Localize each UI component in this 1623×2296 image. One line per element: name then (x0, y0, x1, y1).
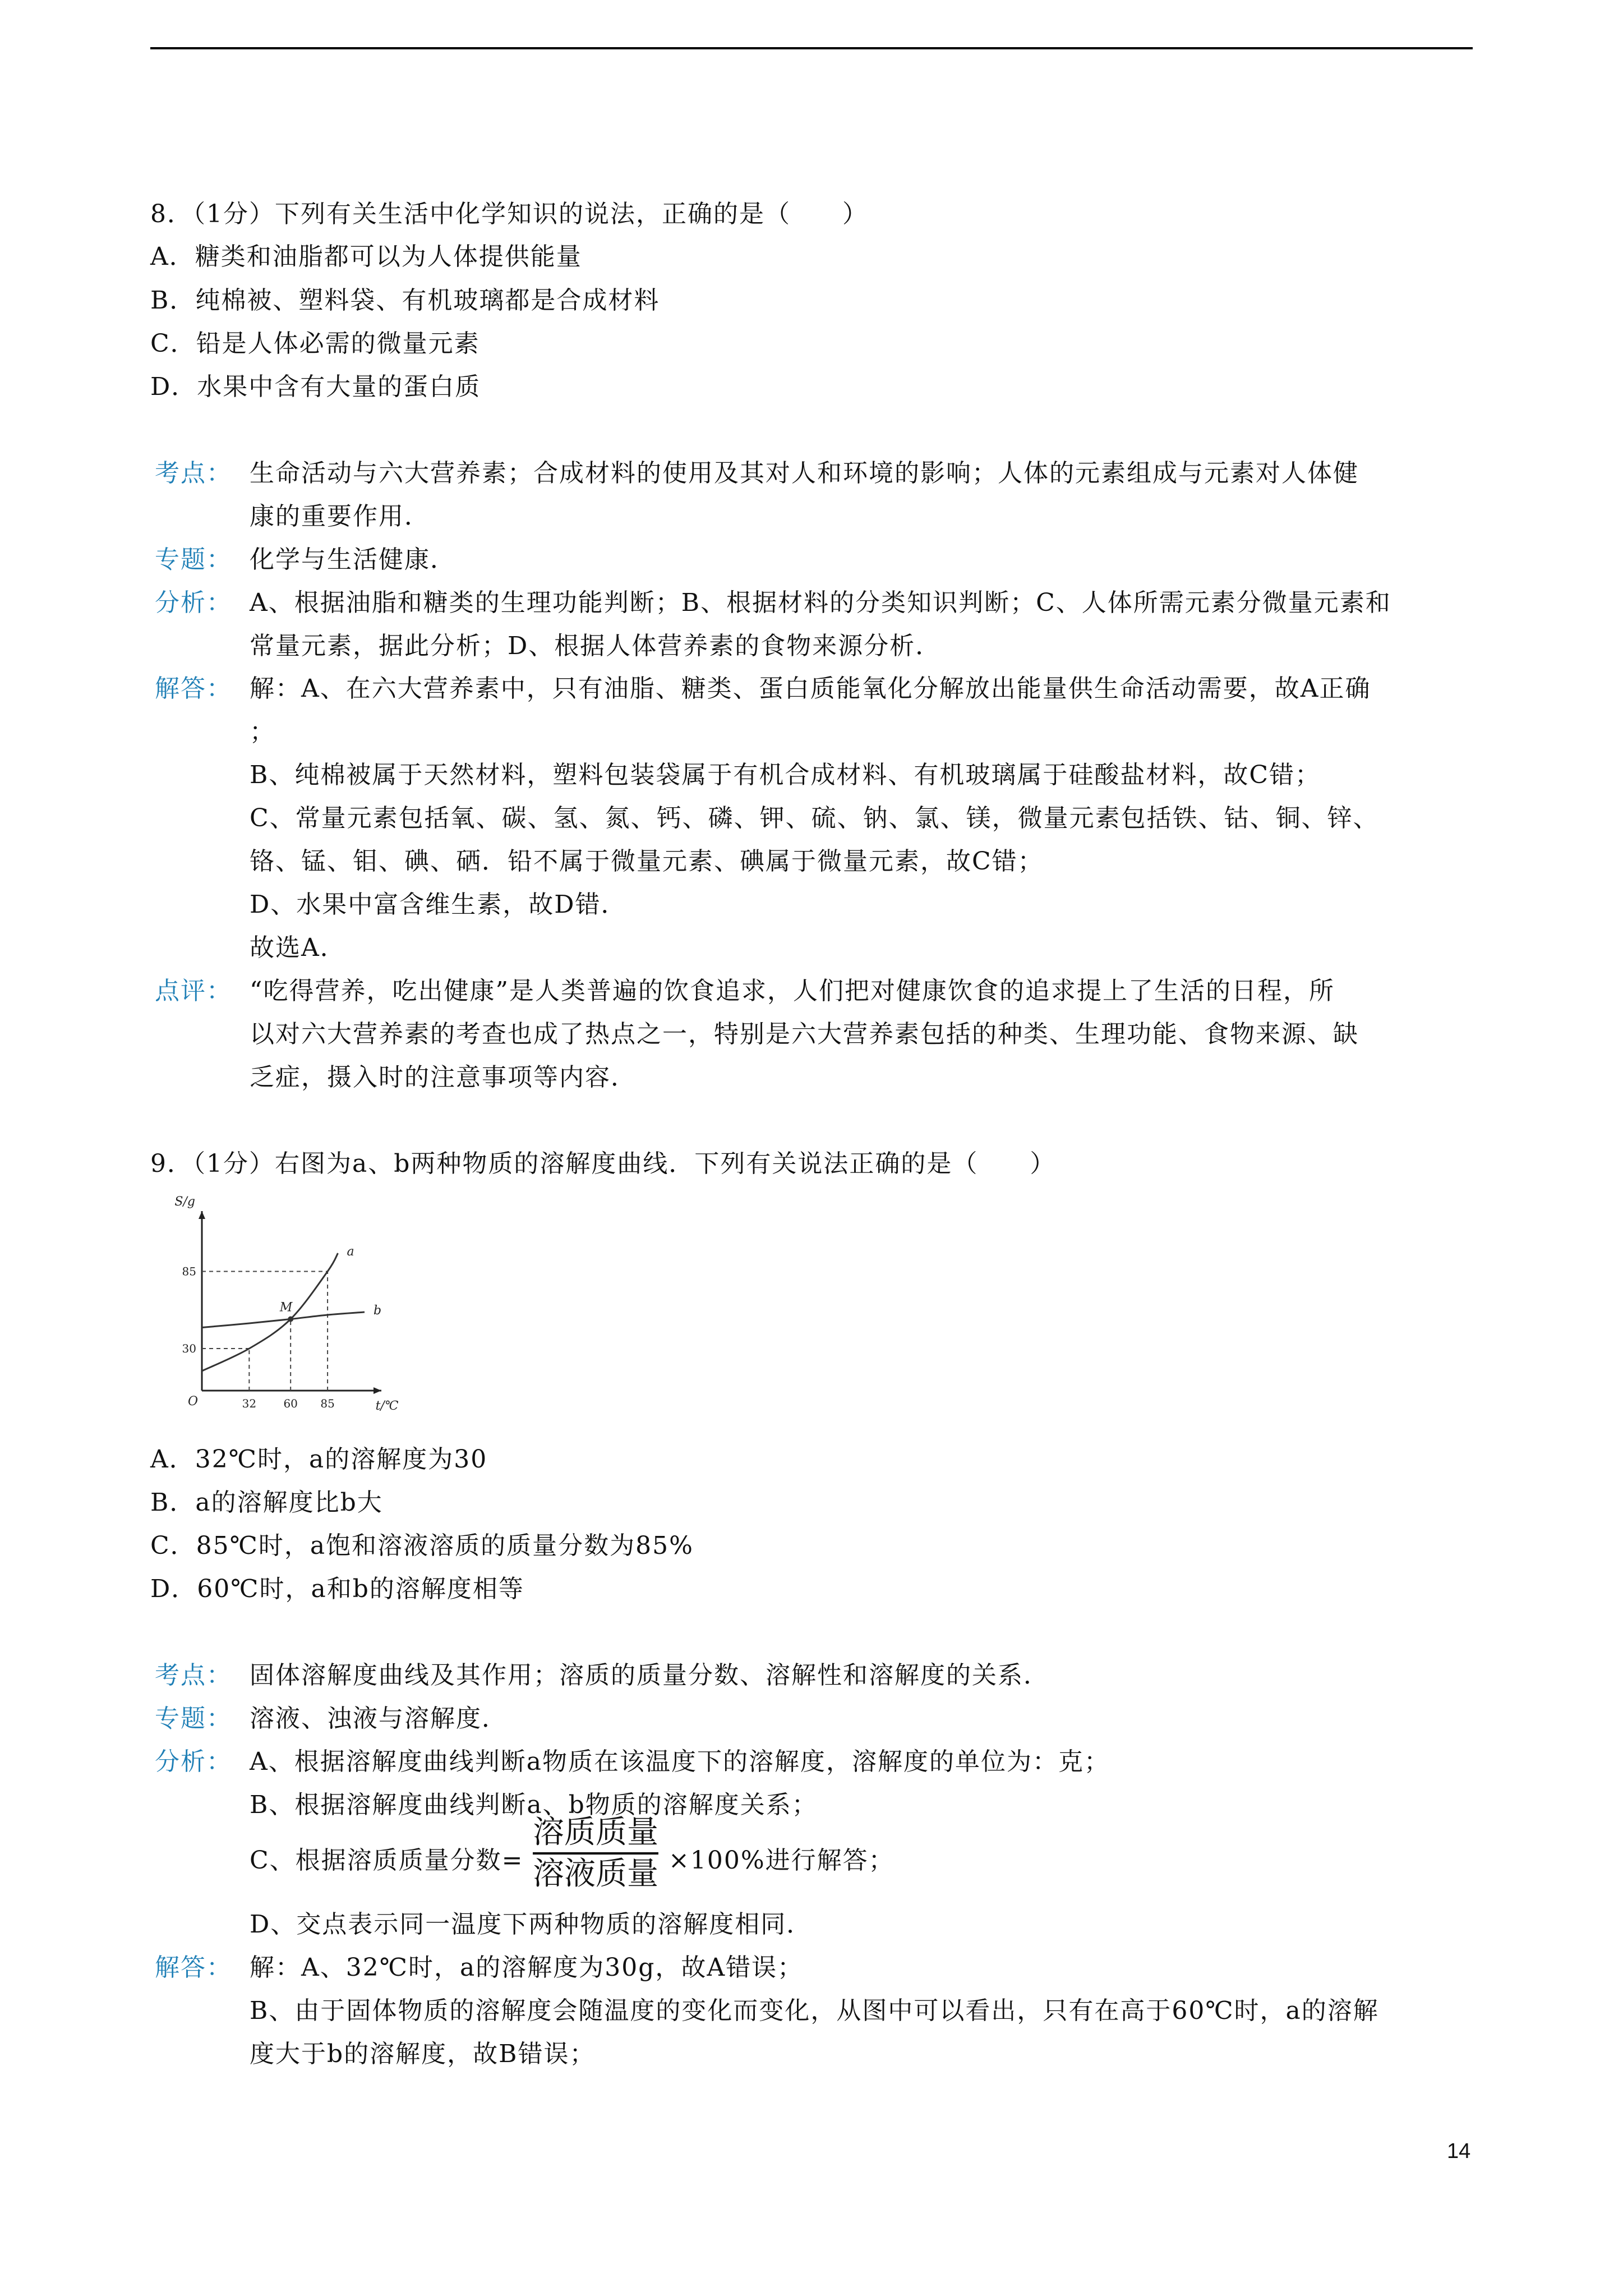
q9-jieda-line-3: 度大于b的溶解度，故B错误； (250, 2040, 596, 2068)
q8-zhuanti-label: 专题： (155, 545, 232, 574)
q9-option-c: C．85℃时，a饱和溶液溶质的质量分数为85% (150, 1531, 694, 1560)
q8-kaodian-line-1: 生命活动与六大营养素；合成材料的使用及其对人和环境的影响；人体的元素组成与元素对人体健 (250, 459, 1359, 487)
q8-jieda-label: 解答： (155, 674, 232, 703)
x-axis-label: t/℃ (375, 1399, 399, 1413)
q8-jieda-line-4: C、常量元素包括氧、碳、氢、氮、钙、磷、钾、硫、钠、氯、镁，微量元素包括铁、钴、铜、锌、 (250, 804, 1379, 832)
q8-fenxi-line-1: A、根据油脂和糖类的生理功能判断；B、根据材料的分类知识判断；C、人体所需元素分微量元素和 (250, 588, 1391, 617)
q8-jieda-line-7: 故选A． (250, 933, 346, 962)
q9-fenxi-line-4: D、交点表示同一温度下两种物质的溶解度相同． (250, 1910, 813, 1939)
q8-jieda-line-1: 解：A、在六大营养素中，只有油脂、糖类、蛋白质能氧化分解放出能量供生命活动需要，故A正确 (250, 674, 1371, 703)
q8-jieda-line-5: 铬、锰、钼、碘、硒．铅不属于微量元素、碘属于微量元素，故C错； (250, 847, 1044, 876)
header-rule (150, 47, 1473, 49)
q8-dianping-line-1: “吃得营养，吃出健康”是人类普遍的饮食追求，人们把对健康饮食的追求提上了生活的日程，所 (250, 977, 1335, 1005)
q9-kaodian-label: 考点： (155, 1661, 232, 1690)
q8-dianping-line-3: 乏症，摄入时的注意事项等内容． (250, 1063, 637, 1092)
q8-fenxi-line-2: 常量元素，据此分析；D、根据人体营养素的食物来源分析． (250, 632, 942, 660)
origin-label: O (187, 1395, 199, 1409)
intersection-point (288, 1317, 293, 1322)
q8-zhuanti: 化学与生活健康． (250, 545, 456, 574)
mass-fraction-formula (533, 1813, 658, 1894)
q8-option-d: D．水果中含有大量的蛋白质 (150, 372, 481, 401)
q8-jieda-line-3: B、纯棉被属于天然材料，塑料包装袋属于有机合成材料、有机玻璃属于硅酸盐材料，故C错； (250, 761, 1321, 789)
q9-fenxi-label: 分析： (155, 1747, 232, 1776)
x-axis-arrow (374, 1387, 381, 1394)
q9-stem: 9．（1分）右图为a、b两种物质的溶解度曲线．下列有关说法正确的是（ ） (150, 1149, 1056, 1178)
solubility-chart (160, 1194, 401, 1430)
q8-jieda-line-6: D、水果中富含维生素，故D错． (250, 890, 627, 919)
q8-dianping-line-2: 以对六大营养素的考查也成了热点之一，特别是六大营养素包括的种类、生理功能、食物来源、缺 (250, 1020, 1359, 1048)
q8-option-c: C．铅是人体必需的微量元素 (150, 329, 480, 358)
q8-jieda-line-2: ； (250, 717, 275, 746)
q8-kaodian-label: 考点： (155, 459, 232, 487)
intersection-label: M (279, 1300, 293, 1315)
q9-fenxi-line-3b: ×100%进行解答； (668, 1846, 895, 1875)
q9-jieda-line-2: B、由于固体物质的溶解度会随温度的变化而变化，从图中可以看出，只有在高于60℃时，a的溶解 (250, 1996, 1379, 2025)
q9-fenxi-line-1: A、根据溶解度曲线判断a物质在该温度下的溶解度，溶解度的单位为：克； (250, 1747, 1110, 1776)
fraction-numerator: 溶质质量 (533, 1814, 658, 1851)
q9-kaodian: 固体溶解度曲线及其作用；溶质的质量分数、溶解性和溶解度的关系． (250, 1661, 1049, 1690)
q9-option-a: A．32℃时，a的溶解度为30 (150, 1445, 488, 1474)
x-tick-label-32: 32 (242, 1397, 257, 1410)
q9-option-b: B．a的溶解度比b大 (150, 1488, 383, 1517)
series-label-a: a (347, 1245, 354, 1259)
y-axis-label: S/g (174, 1195, 195, 1209)
series-label-b: b (374, 1304, 382, 1318)
q8-option-b: B．纯棉被、塑料袋、有机玻璃都是合成材料 (150, 286, 660, 315)
q9-jieda-line-1: 解：A、32℃时，a的溶解度为30g，故A错误； (250, 1953, 804, 1982)
x-tick-label-85: 85 (320, 1397, 335, 1410)
q9-zhuanti-label: 专题： (155, 1704, 232, 1733)
q9-fenxi-line-2: B、根据溶解度曲线判断a、b物质的溶解度关系； (250, 1791, 818, 1819)
q8-dianping-label: 点评： (155, 977, 232, 1005)
q9-jieda-label: 解答： (155, 1953, 232, 1982)
y-tick-label-30: 30 (182, 1342, 196, 1355)
q8-kaodian-line-2: 康的重要作用． (250, 502, 430, 531)
fraction-denominator: 溶液质量 (533, 1856, 658, 1892)
q9-option-d: D．60℃时，a和b的溶解度相等 (150, 1575, 524, 1603)
y-axis-arrow (199, 1211, 205, 1219)
y-tick-label-85: 85 (182, 1264, 196, 1278)
q9-zhuanti: 溶液、浊液与溶解度． (250, 1704, 508, 1733)
q8-option-a: A．糖类和油脂都可以为人体提供能量 (150, 242, 582, 271)
q9-fenxi-line-3a: C、根据溶质质量分数= (250, 1846, 524, 1875)
x-tick-label-60: 60 (283, 1397, 298, 1410)
q8-stem: 8．（1分）下列有关生活中化学知识的说法，正确的是（ ） (150, 200, 868, 228)
page-number: 14 (1447, 2139, 1471, 2163)
q8-fenxi-label: 分析： (155, 588, 232, 617)
